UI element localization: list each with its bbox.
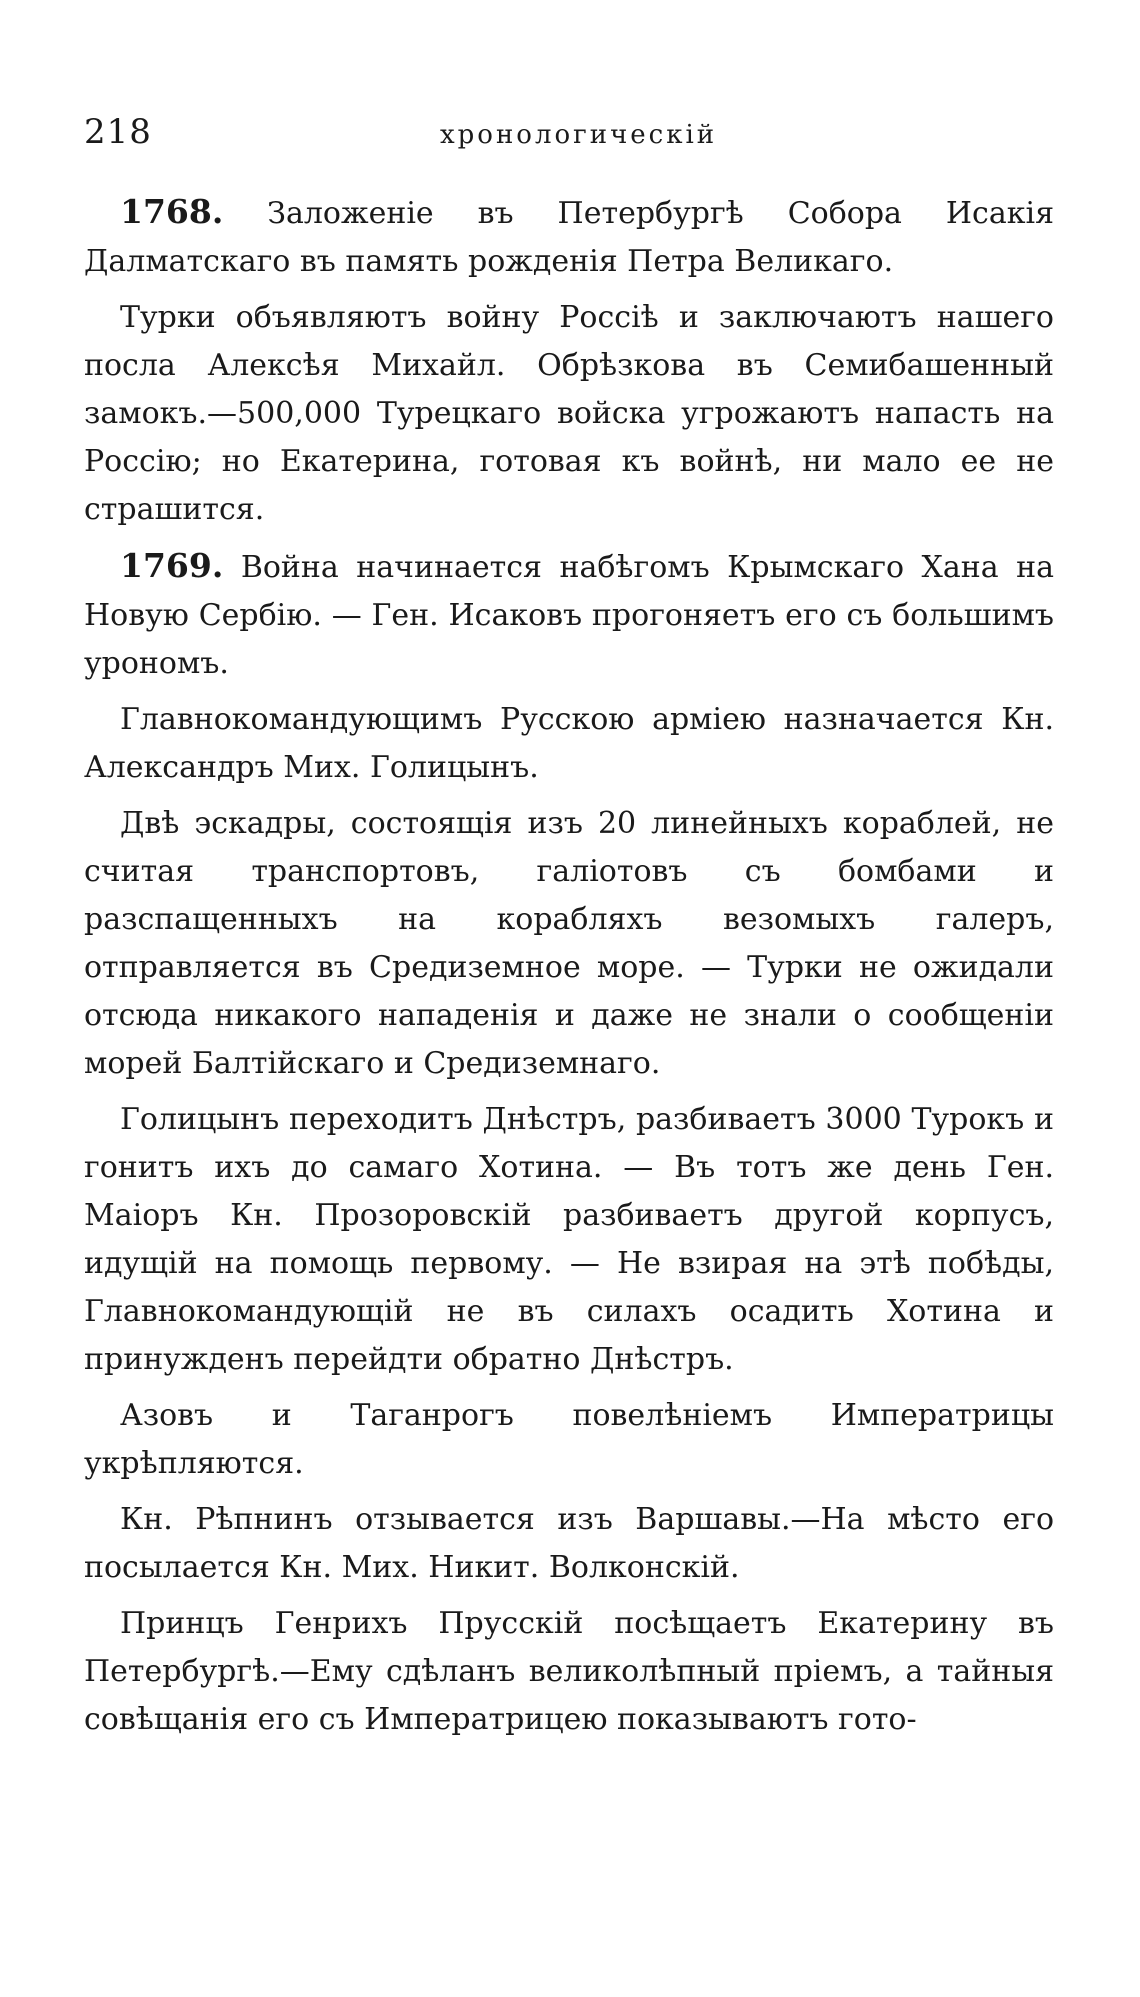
book-page: [84, 112, 1054, 1752]
page-number: 218: [84, 112, 152, 152]
paragraph-text: Турки объявляютъ войну Россіѣ и заключаютъ нашего посла Алексѣя Михайл. Обрѣзкова въ Семибашенный замокъ.—500,000 Турецкаго войска угрожаютъ напасть на Россію; но Екатерина, готовая къ войнѣ, ни мало ее не страшится.: [84, 300, 1054, 527]
paragraph-text: Голицынъ переходитъ Днѣстръ, разбиваетъ 3000 Турокъ и гонитъ ихъ до самаго Хотина. — Въ тотъ же день Ген. Маіоръ Кн. Прозоровскій разбиваетъ другой корпусъ, идущій на помощь первому. — Не взирая на этѣ побѣды, Главнокомандующій не въ силахъ осадить Хотина и принужденъ перейдти обратно Днѣстръ.: [84, 1102, 1054, 1377]
paragraph-text: Война начинается набѣгомъ Крымскаго Хана на Новую Сербію. — Ген. Исаковъ прогоняетъ его съ большимъ урономъ.: [84, 550, 1054, 681]
year-label: 1768.: [120, 192, 224, 231]
paragraph-commander: [84, 696, 1054, 792]
paragraph-turkish-war: [84, 294, 1054, 534]
page-header: [84, 112, 1054, 172]
running-title: хронологическій: [440, 120, 718, 150]
body-text: [84, 188, 1054, 1744]
paragraph-text: Принцъ Генрихъ Прусскій посѣщаетъ Екатерину въ Петербургѣ.—Ему сдѣланъ великолѣпный пріемъ, а тайныя совѣщанія его съ Императрицею показываютъ гото-: [84, 1606, 1054, 1737]
paragraph-repnin: [84, 1496, 1054, 1592]
paragraph-text: Двѣ эскадры, состоящія изъ 20 линейныхъ кораблей, не считая транспортовъ, галіотовъ съ бомбами и разспащенныхъ на корабляхъ везомыхъ галеръ, отправляется въ Средиземное море. — Турки не ожидали отсюда никакого нападенія и даже не знали о сообщеніи морей Балтійскаго и Средиземнаго.: [84, 806, 1054, 1081]
year-label: 1769.: [120, 546, 224, 585]
paragraph-azov: [84, 1392, 1054, 1488]
paragraph-text: Кн. Рѣпнинъ отзывается изъ Варшавы.—На мѣсто его посылается Кн. Мих. Никит. Волконскій.: [84, 1502, 1054, 1585]
paragraph-dniester: [84, 1096, 1054, 1384]
paragraph-1768-isaac: [84, 188, 1054, 286]
paragraph-text: Главнокомандующимъ Русскою арміею назначается Кн. Александръ Мих. Голицынъ.: [84, 702, 1054, 785]
paragraph-squadrons: [84, 800, 1054, 1088]
paragraph-prince-henry: [84, 1600, 1054, 1744]
paragraph-1769-crimean-raid: [84, 542, 1054, 688]
paragraph-text: Заложеніе въ Петербургѣ Собора Исакія Далматскаго въ память рожденія Петра Великаго.: [84, 196, 1054, 279]
paragraph-text: Азовъ и Таганрогъ повелѣніемъ Императрицы укрѣпляются.: [84, 1398, 1054, 1481]
